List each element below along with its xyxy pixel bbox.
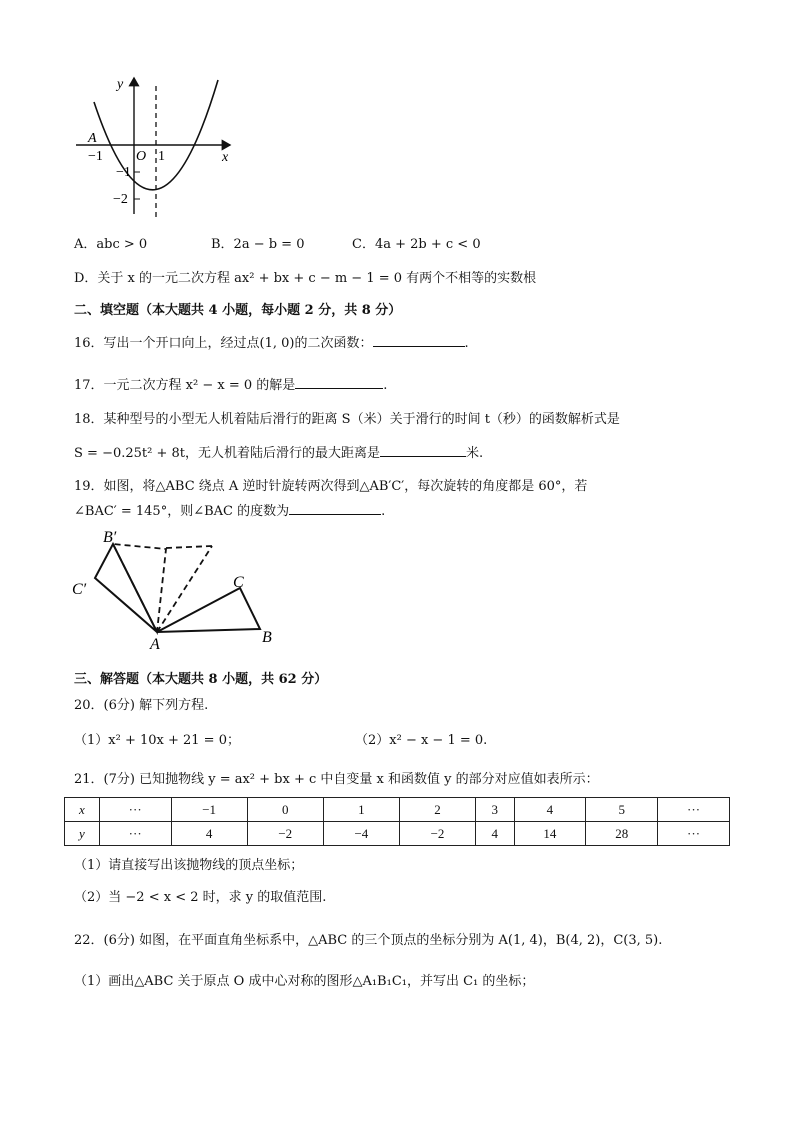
y-tick-neg2: −2 <box>113 192 128 207</box>
option-b: B．2a − b = 0 <box>211 237 305 252</box>
table-cell: 0 <box>247 798 323 822</box>
table-cell: ··· <box>658 798 730 822</box>
q21-text: 21．(7分) 已知抛物线 y = ax² + bx + c 中自变量 x 和函数值 y 的部分对应值如表所示： <box>74 772 599 787</box>
q16-text: 16．写出一个开口向上，经过点(1, 0)的二次函数： <box>74 336 373 351</box>
table-cell: −4 <box>323 822 399 846</box>
table-cell: −2 <box>399 822 475 846</box>
q19-text: ∠BAC′ = 145°，则∠BAC 的度数为 <box>74 504 290 519</box>
option-c: C．4a + 2b + c < 0 <box>352 237 481 252</box>
q16-answer-blank[interactable] <box>373 334 465 347</box>
table-cell: y <box>65 822 100 846</box>
table-cell: 1 <box>323 798 399 822</box>
section3-title: 三、解答题（本大题共 8 小题，共 62 分） <box>74 672 328 687</box>
table-cell: 4 <box>514 798 586 822</box>
q20-part1: （1）x² + 10x + 21 = 0； <box>74 733 240 748</box>
table-cell: −1 <box>171 798 247 822</box>
q17-end: . <box>383 378 388 393</box>
triangle-ab2c2 <box>95 544 157 632</box>
value-table <box>64 797 730 846</box>
q18-line2 <box>74 442 483 461</box>
q20-text: 20．(6分) 解下列方程. <box>74 698 209 713</box>
table-cell: ··· <box>658 822 730 846</box>
table-cell: −2 <box>247 822 323 846</box>
q19-line1: 19．如图，将△ABC 绕点 A 逆时针旋转两次得到△AB′C′，每次旋转的角度都是 60°，若 <box>74 479 588 494</box>
table-cell: 2 <box>399 798 475 822</box>
table-row-x <box>65 798 730 822</box>
x-tick-1: 1 <box>158 149 165 164</box>
q18-text: S = −0.25t² + 8t，无人机着陆后滑行的最大距离是 <box>74 446 380 461</box>
table-cell: x <box>65 798 100 822</box>
label-a: A <box>150 636 160 652</box>
triangle-abc <box>157 588 260 632</box>
q19-answer-blank[interactable] <box>289 502 381 515</box>
parabola-graph <box>70 72 242 220</box>
origin-label: O <box>136 149 147 164</box>
q18-line1: 18．某种型号的小型无人机着陆后滑行的距离 S（米）关于滑行的时间 t（秒）的函数解析式是 <box>74 412 620 427</box>
option-a: A．abc > 0 <box>74 237 148 252</box>
table-cell: 28 <box>586 822 658 846</box>
table-cell: 3 <box>476 798 514 822</box>
label-c: C <box>233 574 244 591</box>
table-cell: ··· <box>99 822 171 846</box>
rotation-figure <box>68 526 282 652</box>
q17-text: 17．一元二次方程 x² − x = 0 的解是 <box>74 378 296 393</box>
table-cell: 14 <box>514 822 586 846</box>
x-tick-neg1: −1 <box>88 149 103 164</box>
point-a-label: A <box>88 131 97 146</box>
q18-end: 米. <box>466 446 484 461</box>
q20-part2: （2）x² − x − 1 = 0. <box>355 733 488 748</box>
table-row-y <box>65 822 730 846</box>
table-cell: 4 <box>171 822 247 846</box>
label-b: B <box>262 629 272 646</box>
q22-text: 22．(6分) 如图，在平面直角坐标系中，△ABC 的三个顶点的坐标分别为 A(1, 4)，B(4, 2)，C(3, 5). <box>74 933 663 948</box>
q16 <box>74 332 469 351</box>
triangle-ab1c1 <box>113 544 166 632</box>
q16-end: . <box>464 336 469 351</box>
q17 <box>74 374 387 393</box>
q21-part1: （1）请直接写出该抛物线的顶点坐标； <box>74 858 304 873</box>
q17-answer-blank[interactable] <box>295 376 383 389</box>
table-cell: ··· <box>99 798 171 822</box>
q19-end: . <box>381 504 386 519</box>
y-tick-neg1: −1 <box>116 165 131 180</box>
section2-title: 二、填空题（本大题共 4 小题，每小题 2 分，共 8 分） <box>74 303 402 318</box>
table-cell: 5 <box>586 798 658 822</box>
q19-line2 <box>74 500 385 519</box>
table-cell: 4 <box>476 822 514 846</box>
q18-answer-blank[interactable] <box>380 444 466 457</box>
option-d: D．关于 x 的一元二次方程 ax² + bx + c − m − 1 = 0 有两个不相等的实数根 <box>74 271 537 286</box>
y-axis-label: y <box>117 77 124 92</box>
label-b-prime: B′ <box>103 529 117 546</box>
segment-b1-c1 <box>166 546 212 548</box>
q22-part1: （1）画出△ABC 关于原点 O 成中心对称的图形△A₁B₁C₁，并写出 C₁ 的坐标； <box>74 974 535 989</box>
x-axis-label: x <box>222 150 229 165</box>
q21-part2: （2）当 −2 < x < 2 时，求 y 的取值范围. <box>74 890 327 905</box>
label-c-prime: C′ <box>72 581 87 598</box>
